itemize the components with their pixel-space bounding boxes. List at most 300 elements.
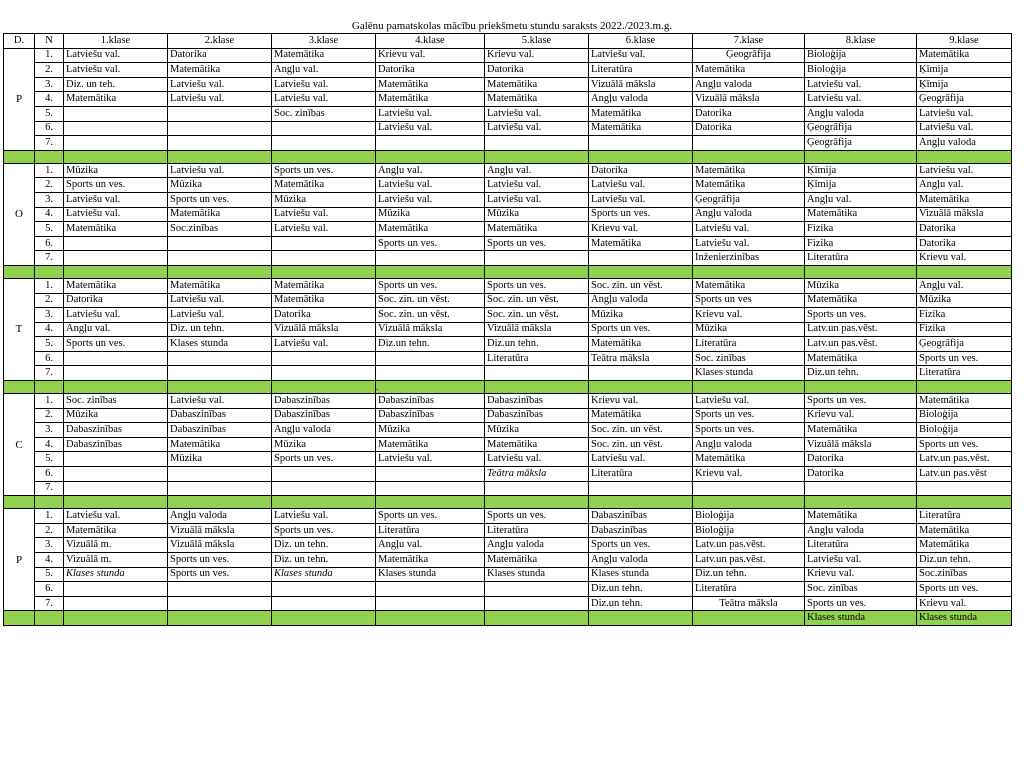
table-cell: Latv.un pas.vēst. [693,538,805,553]
table-cell: Mūzika [917,293,1012,308]
table-row [4,63,1012,78]
table-row [4,121,1012,136]
table-cell: Mūzika [485,207,589,222]
table-cell: Angļu valoda [272,423,376,438]
table-cell [485,611,589,626]
table-cell: Krievu val. [589,222,693,237]
table-cell: Latviešu val. [376,192,485,207]
table-cell: Latviešu val. [917,121,1012,136]
table-cell [805,481,917,496]
table-cell: Matemātika [272,48,376,63]
table-cell: Vizuālā māksla [485,322,589,337]
lesson-number: 6. [35,467,64,482]
table-cell [168,366,272,381]
col-class5-header: 5.klase [485,34,589,49]
table-row [4,192,1012,207]
table-cell: Teātra māksla [485,467,589,482]
table-cell: Datorika [64,293,168,308]
table-cell: Klases stunda [376,567,485,582]
table-cell: Sports un ves. [589,538,693,553]
col-class7-header: 7.klase [693,34,805,49]
table-cell: Latviešu val. [376,121,485,136]
table-row [4,92,1012,107]
table-cell: Dabaszinības [168,408,272,423]
table-cell: Matemātika [805,293,917,308]
table-cell: Datorika [693,121,805,136]
table-cell: Latviešu val. [805,92,917,107]
table-cell: Datorika [272,308,376,323]
lesson-number: 5. [35,222,64,237]
table-cell: Latviešu val. [168,92,272,107]
table-cell: Krievu val. [485,48,589,63]
table-cell: Datorika [917,222,1012,237]
table-cell: Sports un ves. [376,509,485,524]
table-row [4,278,1012,293]
table-cell: Bioloģija [693,523,805,538]
table-cell: Matemātika [589,121,693,136]
table-cell [64,582,168,597]
table-cell [168,236,272,251]
table-cell: Sports un ves. [485,236,589,251]
lesson-number: 2. [35,293,64,308]
table-cell: Fizika [917,322,1012,337]
table-cell: Matemātika [485,92,589,107]
table-cell: Diz. un tehn. [272,538,376,553]
table-cell: Sports un ves. [917,351,1012,366]
table-cell: Soc. zin. un vēst. [589,278,693,293]
table-cell: Vizuālā māksla [376,322,485,337]
table-cell: Matemātika [485,77,589,92]
table-cell: Datorika [805,452,917,467]
table-cell: Datorika [589,163,693,178]
table-cell: Dabaszinības [589,509,693,524]
table-cell [485,481,589,496]
lesson-number: 7. [35,136,64,151]
table-cell: Sports un ves. [485,278,589,293]
table-cell: Dabaszinības [272,394,376,409]
table-cell [376,136,485,151]
table-cell: Dabaszinības [589,523,693,538]
table-cell [376,611,485,626]
table-cell: Latv.un pas.vēst. [693,553,805,568]
table-row [4,293,1012,308]
lesson-number: 1. [35,394,64,409]
table-cell: Latviešu val. [485,106,589,121]
table-cell: Sports un ves. [376,278,485,293]
lesson-number: 3. [35,77,64,92]
table-cell: Mūzika [272,192,376,207]
table-cell: Sports un ves. [272,452,376,467]
table-cell: Diz.un tehn. [485,337,589,352]
table-cell: Latviešu val. [168,77,272,92]
table-cell: Angļu valoda [485,538,589,553]
table-cell: Ģeogrāfija [693,192,805,207]
table-cell: Sports un ves. [693,408,805,423]
table-cell: Latviešu val. [589,192,693,207]
table-cell [168,596,272,611]
col-day-header: D. [4,34,35,49]
table-cell: Latviešu val. [693,236,805,251]
table-cell: Vizuālā māksla [272,322,376,337]
table-cell: Latviešu val. [64,48,168,63]
table-cell: Matemātika [376,92,485,107]
table-row [4,351,1012,366]
table-cell [168,467,272,482]
table-cell: Datorika [693,106,805,121]
table-cell [168,251,272,266]
table-cell [168,611,272,626]
lesson-number: 4. [35,437,64,452]
table-cell: Latviešu val. [168,163,272,178]
table-cell: Matemātika [376,222,485,237]
table-cell: Latviešu val. [589,452,693,467]
day-separator [4,150,1012,163]
table-cell [376,351,485,366]
table-cell: Matemātika [168,278,272,293]
table-cell: Matemātika [64,278,168,293]
table-row [4,337,1012,352]
table-cell: Angļu valoda [693,77,805,92]
col-class6-header: 6.klase [589,34,693,49]
table-cell: Vizuālā māksla [168,523,272,538]
table-cell: Matemātika [64,523,168,538]
table-cell: Matemātika [376,553,485,568]
table-cell: Soc. zin. un vēst. [589,437,693,452]
table-cell: Sports un ves. [917,437,1012,452]
table-cell: Matemātika [917,523,1012,538]
table-row [4,222,1012,237]
col-class8-header: 8.klase [805,34,917,49]
table-cell [272,596,376,611]
lesson-number: 5. [35,337,64,352]
table-cell: Krievu val. [805,408,917,423]
table-row [4,467,1012,482]
lesson-number: 4. [35,92,64,107]
table-cell [168,106,272,121]
table-cell: Angļu valoda [589,293,693,308]
table-cell: Mūzika [376,207,485,222]
table-cell [64,351,168,366]
table-cell [168,351,272,366]
table-cell: Sports un ves. [376,236,485,251]
table-cell [64,452,168,467]
table-cell: Sports un ves. [589,207,693,222]
table-row [4,538,1012,553]
table-cell: Mūzika [485,423,589,438]
table-cell: Datorika [168,48,272,63]
table-cell: Ģeogrāfija [917,337,1012,352]
table-cell: Latviešu val. [589,48,693,63]
table-cell: Fizika [917,308,1012,323]
table-row [4,523,1012,538]
table-cell: Latviešu val. [272,77,376,92]
table-cell: Latviešu val. [376,106,485,121]
table-row [4,452,1012,467]
table-cell [693,611,805,626]
table-cell: Matemātika [168,63,272,78]
table-cell: Soc. zin. un vēst. [485,293,589,308]
table-cell: Latviešu val. [805,77,917,92]
table-cell [64,481,168,496]
day-separator [4,381,1012,394]
table-cell: Angļu valoda [805,523,917,538]
table-row [4,437,1012,452]
table-row [4,481,1012,496]
table-cell [485,136,589,151]
table-cell: Sports un ves. [693,423,805,438]
table-row [4,553,1012,568]
table-cell: Angļu valoda [805,106,917,121]
table-cell: Dabaszinības [376,394,485,409]
table-cell: Bioloģija [917,408,1012,423]
table-cell: Matemātika [64,92,168,107]
table-cell: Sports un ves. [168,192,272,207]
table-cell: Vizuālā māksla [168,538,272,553]
lesson-number: 5. [35,452,64,467]
lesson-number: 1. [35,48,64,63]
table-cell: Ģeogrāfija [917,92,1012,107]
document-title: Galēnu pamatskolas mācību priekšmetu stundu saraksts 2022./2023.m.g. [351,20,673,32]
table-cell: Matemātika [917,192,1012,207]
table-cell: Diz. un tehn. [272,553,376,568]
separator-dot: . [376,381,485,394]
col-class4-header: 4.klase [376,34,485,49]
col-number-header: N [35,34,64,49]
lesson-number: 6. [35,236,64,251]
table-cell: Vizuālā māksla [589,77,693,92]
table-cell [376,596,485,611]
table-cell: Latviešu val. [485,192,589,207]
table-row [4,408,1012,423]
table-cell: Sports un ves. [805,596,917,611]
lesson-number: 2. [35,178,64,193]
table-cell: Soc. zin. un vēst. [376,293,485,308]
table-cell: Sports un ves. [64,178,168,193]
table-cell: Literatūra [693,337,805,352]
lesson-number: 1. [35,509,64,524]
table-cell: Klases stunda [805,611,917,626]
table-cell: Angļu val. [805,192,917,207]
table-cell: Sports un ves. [805,394,917,409]
table-cell [589,366,693,381]
table-row [4,251,1012,266]
table-cell [64,596,168,611]
table-cell: Mūzika [168,452,272,467]
table-cell: Ģeogrāfija [805,121,917,136]
day-label-monday: P [4,48,35,150]
table-cell: Latviešu val. [272,509,376,524]
table-row [4,567,1012,582]
table-cell: Klases stunda [64,567,168,582]
table-cell: Datorika [485,63,589,78]
lesson-number: 5. [35,567,64,582]
lesson-number: 4. [35,207,64,222]
table-cell: Diz.un tehn. [376,337,485,352]
table-cell: Latviešu val. [272,222,376,237]
table-cell: Matemātika [589,337,693,352]
table-cell: Mūzika [64,163,168,178]
table-cell [376,582,485,597]
table-row [4,596,1012,611]
table-cell [272,351,376,366]
table-cell: Matemātika [589,106,693,121]
table-cell [64,236,168,251]
table-row [4,582,1012,597]
table-cell: Matemātika [805,509,917,524]
lesson-number: 2. [35,408,64,423]
lesson-number: 7. [35,481,64,496]
table-cell: Mūzika [376,423,485,438]
table-cell: Bioloģija [917,423,1012,438]
table-cell [272,481,376,496]
table-cell: Soc. zinības [805,582,917,597]
table-cell: Angļu valoda [168,509,272,524]
table-cell: Sports un ves. [168,567,272,582]
table-cell: Literatūra [805,538,917,553]
table-cell [272,582,376,597]
table-cell: Krievu val. [917,596,1012,611]
table-row [4,48,1012,63]
table-cell: Sports un ves. [64,337,168,352]
day-label-friday: P [4,509,35,611]
table-cell: Latviešu val. [168,293,272,308]
table-cell: Ķīmija [805,163,917,178]
table-row [4,366,1012,381]
table-cell: Soc. zin. un vēst. [485,308,589,323]
table-cell: Krievu val. [805,567,917,582]
table-cell [376,481,485,496]
table-cell: Matemātika [693,278,805,293]
table-cell [4,611,35,626]
table-cell: Latviešu val. [589,178,693,193]
table-cell [376,467,485,482]
table-row [4,423,1012,438]
table-cell [272,236,376,251]
table-cell: Dabaszinības [168,423,272,438]
table-cell: Literatūra [693,582,805,597]
table-cell: Ķīmija [917,77,1012,92]
table-cell [272,251,376,266]
table-cell [693,481,805,496]
lesson-number: 7. [35,251,64,266]
table-cell: Latviešu val. [693,394,805,409]
table-cell: Latviešu val. [376,452,485,467]
table-cell: Krievu val. [376,48,485,63]
table-cell: Diz.un tehn. [917,553,1012,568]
table-cell: Latviešu val. [485,178,589,193]
table-cell: Vizuālā māksla [693,92,805,107]
table-cell: Latviešu val. [64,192,168,207]
table-cell: Latviešu val. [485,121,589,136]
table-cell: Literatūra [485,351,589,366]
table-cell [272,467,376,482]
table-cell: Latviešu val. [272,92,376,107]
table-cell: Sports un ves. [589,322,693,337]
table-cell: Latviešu val. [376,178,485,193]
table-cell: Sports un ves. [485,509,589,524]
table-cell: Vizuālā m. [64,553,168,568]
table-cell: Angļu val. [272,63,376,78]
table-cell: Angļu valoda [589,92,693,107]
col-class3-header: 3.klase [272,34,376,49]
table-cell: Matemātika [272,178,376,193]
table-cell [376,366,485,381]
table-cell: Bioloģija [693,509,805,524]
table-cell [376,251,485,266]
table-cell: Matemātika [805,351,917,366]
table-cell [168,121,272,136]
table-row [4,322,1012,337]
table-row [4,106,1012,121]
table-cell: Krievu val. [917,251,1012,266]
table-row [4,509,1012,524]
table-row [4,77,1012,92]
table-cell: Mūzika [64,408,168,423]
lesson-number: 4. [35,322,64,337]
table-cell: Bioloģija [805,48,917,63]
table-cell [64,106,168,121]
table-cell [272,611,376,626]
table-cell: Literatūra [485,523,589,538]
table-cell: Krievu val. [589,394,693,409]
table-row [4,163,1012,178]
table-cell: Matemātika [589,236,693,251]
table-cell: Angļu val. [376,538,485,553]
table-cell: Vizuālā m. [64,538,168,553]
table-cell [64,366,168,381]
table-cell: Angļu val. [485,163,589,178]
table-cell: Matemātika [693,452,805,467]
table-cell: Latv.un pas.vēst [917,467,1012,482]
table-cell: Ķīmija [805,178,917,193]
table-cell: Matemātika [693,63,805,78]
table-row [4,308,1012,323]
table-cell [589,481,693,496]
table-cell: Latviešu val. [485,452,589,467]
table-cell: Matemātika [693,163,805,178]
table-cell: Matemātika [485,222,589,237]
table-cell: Dabaszinības [376,408,485,423]
table-cell [485,366,589,381]
header-row [4,34,1012,49]
table-cell: Literatūra [589,63,693,78]
table-cell: Soc.zinības [917,567,1012,582]
table-cell: Matemātika [168,207,272,222]
table-row [4,611,1012,626]
table-cell: Latv.un pas.vēst. [917,452,1012,467]
table-cell: Matemātika [485,553,589,568]
table-row [4,178,1012,193]
table-cell: Teātra māksla [589,351,693,366]
table-cell: Klases stunda [917,611,1012,626]
table-cell: Ģeogrāfija [805,136,917,151]
table-cell: Matemātika [693,178,805,193]
lesson-number: 3. [35,308,64,323]
table-cell: Mūzika [805,278,917,293]
day-label-thursday: C [4,394,35,496]
table-cell: Soc. zin. un vēst. [376,308,485,323]
table-cell: Latviešu val. [272,207,376,222]
table-cell: Matemātika [805,423,917,438]
table-cell: Mūzika [589,308,693,323]
table-cell: Teātra māksla [693,596,805,611]
table-cell: Ķīmija [917,63,1012,78]
table-cell: Latviešu val. [64,207,168,222]
table-cell [272,366,376,381]
table-cell: Datorika [917,236,1012,251]
table-cell: Angļu val. [64,322,168,337]
table-cell: Literatūra [805,251,917,266]
